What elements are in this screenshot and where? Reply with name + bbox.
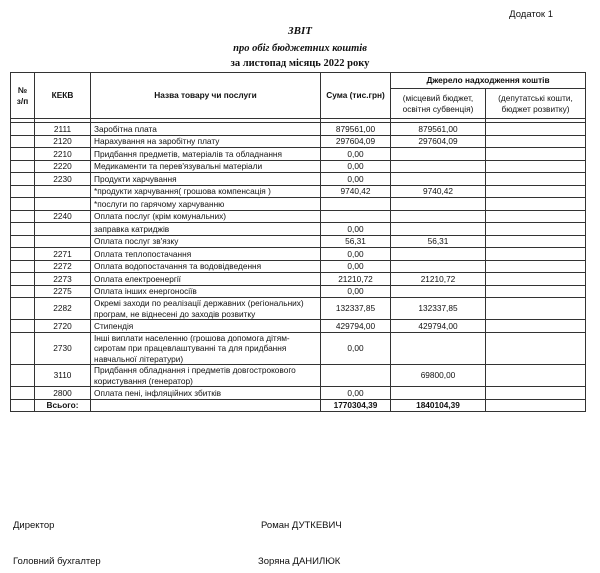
total-sum: 1770304,39 xyxy=(321,399,391,412)
cell-source-local xyxy=(391,198,486,211)
table-row xyxy=(11,260,586,273)
cell-source-deputy xyxy=(486,235,586,248)
table-row xyxy=(11,148,586,161)
cell-kekv: 2271 xyxy=(35,248,91,261)
cell-num xyxy=(11,365,35,387)
cell-name: Медикаменти та перев'язувальні матеріали xyxy=(91,160,321,173)
cell-source-local: 21210,72 xyxy=(391,273,486,286)
appendix-label: Додаток 1 xyxy=(509,9,553,20)
cell-kekv: 3110 xyxy=(35,365,91,387)
cell-source-deputy xyxy=(486,223,586,236)
header-source-local: (місцевий бюджет, освітня субвенція) xyxy=(391,89,486,119)
cell-sum: 21210,72 xyxy=(321,273,391,286)
director-role: Директор xyxy=(13,520,55,531)
header-sum: Сума (тис.грн) xyxy=(321,73,391,119)
cell-source-deputy xyxy=(486,248,586,261)
cell-sum: 0,00 xyxy=(321,248,391,261)
cell-source-local xyxy=(391,148,486,161)
total-row xyxy=(11,399,586,412)
cell-num xyxy=(11,235,35,248)
cell-kekv: 2800 xyxy=(35,387,91,400)
cell-source-deputy xyxy=(486,160,586,173)
table-row xyxy=(11,173,586,186)
table-row xyxy=(11,160,586,173)
cell-sum: 9740,42 xyxy=(321,185,391,198)
cell-name: Інші виплати населенню (грошова допомога дітям-сиротам при працевлаштуванні та для придбання навчальної літератури) xyxy=(91,332,321,365)
cell-sum: 0,00 xyxy=(321,332,391,365)
total-label: Всього: xyxy=(35,399,91,412)
cell-kekv: 2230 xyxy=(35,173,91,186)
cell-name: заправка катриджів xyxy=(91,223,321,236)
cell-name: *послуги по гарячому харчуванню xyxy=(91,198,321,211)
cell-kekv: 2111 xyxy=(35,123,91,136)
table-row xyxy=(11,123,586,136)
header-source-deputy: (депутатські кошти, бюджет розвитку) xyxy=(486,89,586,119)
cell-name xyxy=(91,399,321,412)
cell-name: Оплата пені, інфляційних збитків xyxy=(91,387,321,400)
cell-name: Оплата водопостачання та водовідведення xyxy=(91,260,321,273)
cell-source-deputy xyxy=(486,135,586,148)
cell-sum: 0,00 xyxy=(321,223,391,236)
cell-sum: 0,00 xyxy=(321,173,391,186)
cell-name: Оплата послуг зв'язку xyxy=(91,235,321,248)
cell-name: Оплата теплопостачання xyxy=(91,248,321,261)
cell-kekv: 2730 xyxy=(35,332,91,365)
table-row xyxy=(11,298,586,320)
cell-source-deputy xyxy=(486,123,586,136)
total-source-deputy xyxy=(486,399,586,412)
cell-source-deputy xyxy=(486,173,586,186)
cell-kekv: 2210 xyxy=(35,148,91,161)
cell-num xyxy=(11,210,35,223)
cell-num xyxy=(11,332,35,365)
cell-num xyxy=(11,160,35,173)
report-title: ЗВІТ xyxy=(288,25,312,37)
header-name: Назва товару чи послуги xyxy=(91,73,321,119)
cell-name: Оплата послуг (крім комунальних) xyxy=(91,210,321,223)
cell-source-deputy xyxy=(486,332,586,365)
cell-source-deputy xyxy=(486,260,586,273)
cell-sum: 0,00 xyxy=(321,387,391,400)
budget-report-table xyxy=(10,72,586,412)
cell-num xyxy=(11,173,35,186)
table-row xyxy=(11,365,586,387)
cell-source-deputy xyxy=(486,285,586,298)
cell-source-local xyxy=(391,285,486,298)
cell-kekv: 2240 xyxy=(35,210,91,223)
cell-kekv: 2282 xyxy=(35,298,91,320)
cell-source-deputy xyxy=(486,185,586,198)
cell-name: Стипендія xyxy=(91,320,321,333)
cell-num xyxy=(11,298,35,320)
cell-num xyxy=(11,185,35,198)
cell-source-deputy xyxy=(486,365,586,387)
cell-source-local xyxy=(391,260,486,273)
cell-kekv xyxy=(35,198,91,211)
cell-num xyxy=(11,399,35,412)
cell-num xyxy=(11,260,35,273)
cell-sum: 879561,00 xyxy=(321,123,391,136)
cell-sum xyxy=(321,198,391,211)
cell-kekv: 2272 xyxy=(35,260,91,273)
header-source: Джерело надходження коштів xyxy=(391,73,586,89)
cell-kekv: 2120 xyxy=(35,135,91,148)
cell-name: Оплата інших енергоносіїв xyxy=(91,285,321,298)
cell-source-local xyxy=(391,223,486,236)
header-kekv: КЕКВ xyxy=(35,73,91,119)
cell-sum: 0,00 xyxy=(321,160,391,173)
cell-sum: 0,00 xyxy=(321,285,391,298)
cell-num xyxy=(11,123,35,136)
cell-source-local xyxy=(391,387,486,400)
accountant-name: Зоряна ДАНИЛЮК xyxy=(258,556,341,567)
cell-kekv: 2720 xyxy=(35,320,91,333)
cell-kekv: 2220 xyxy=(35,160,91,173)
cell-name: Оплата електроенергії xyxy=(91,273,321,286)
cell-sum: 0,00 xyxy=(321,260,391,273)
cell-num xyxy=(11,273,35,286)
cell-source-local: 132337,85 xyxy=(391,298,486,320)
cell-source-deputy xyxy=(486,148,586,161)
cell-kekv xyxy=(35,235,91,248)
cell-source-deputy xyxy=(486,210,586,223)
table-row xyxy=(11,248,586,261)
cell-name: *продукти харчування( грошова компенсація ) xyxy=(91,185,321,198)
table-row xyxy=(11,332,586,365)
cell-num xyxy=(11,387,35,400)
cell-source-local: 429794,00 xyxy=(391,320,486,333)
cell-kekv xyxy=(35,185,91,198)
total-source-local: 1840104,39 xyxy=(391,399,486,412)
cell-source-local xyxy=(391,248,486,261)
cell-source-deputy xyxy=(486,320,586,333)
table-row xyxy=(11,198,586,211)
table-row xyxy=(11,273,586,286)
table-row xyxy=(11,185,586,198)
table-row xyxy=(11,135,586,148)
cell-sum: 297604,09 xyxy=(321,135,391,148)
cell-source-local xyxy=(391,332,486,365)
cell-num xyxy=(11,248,35,261)
cell-kekv: 2273 xyxy=(35,273,91,286)
cell-source-local xyxy=(391,173,486,186)
cell-name: Продукти харчування xyxy=(91,173,321,186)
cell-source-deputy xyxy=(486,273,586,286)
cell-sum: 132337,85 xyxy=(321,298,391,320)
cell-name: Заробітна плата xyxy=(91,123,321,136)
cell-source-local: 56,31 xyxy=(391,235,486,248)
cell-kekv xyxy=(35,223,91,236)
cell-sum: 56,31 xyxy=(321,235,391,248)
cell-source-local: 69800,00 xyxy=(391,365,486,387)
cell-name: Придбання предметів, матеріалів та обладнання xyxy=(91,148,321,161)
accountant-role: Головний бухгалтер xyxy=(13,556,101,567)
table-row xyxy=(11,320,586,333)
header-num: № з/п xyxy=(11,73,35,119)
cell-source-local xyxy=(391,160,486,173)
director-name: Роман ДУТКЕВИЧ xyxy=(261,520,342,531)
table-row xyxy=(11,223,586,236)
cell-sum: 429794,00 xyxy=(321,320,391,333)
table-row xyxy=(11,210,586,223)
cell-source-local: 879561,00 xyxy=(391,123,486,136)
cell-source-deputy xyxy=(486,198,586,211)
cell-source-local: 297604,09 xyxy=(391,135,486,148)
report-subtitle: про обіг бюджетних коштів xyxy=(233,43,367,54)
cell-name: Придбання обладнання і предметів довгострокового користування (генератор) xyxy=(91,365,321,387)
cell-num xyxy=(11,320,35,333)
cell-num xyxy=(11,148,35,161)
cell-source-local xyxy=(391,210,486,223)
table-row xyxy=(11,387,586,400)
cell-source-deputy xyxy=(486,387,586,400)
table-row xyxy=(11,285,586,298)
cell-kekv: 2275 xyxy=(35,285,91,298)
cell-num xyxy=(11,223,35,236)
cell-source-local: 9740,42 xyxy=(391,185,486,198)
cell-sum: 0,00 xyxy=(321,148,391,161)
cell-num xyxy=(11,135,35,148)
cell-source-deputy xyxy=(486,298,586,320)
table-row xyxy=(11,235,586,248)
cell-num xyxy=(11,198,35,211)
cell-sum xyxy=(321,210,391,223)
cell-num xyxy=(11,285,35,298)
cell-name: Окремі заходи по реалізації державних (регіональних) програм, не віднесені до заходів розвитку xyxy=(91,298,321,320)
cell-name: Нарахування на заробітну плату xyxy=(91,135,321,148)
report-period: за листопад місяць 2022 року xyxy=(230,58,370,69)
table-body xyxy=(11,123,586,412)
cell-sum xyxy=(321,365,391,387)
